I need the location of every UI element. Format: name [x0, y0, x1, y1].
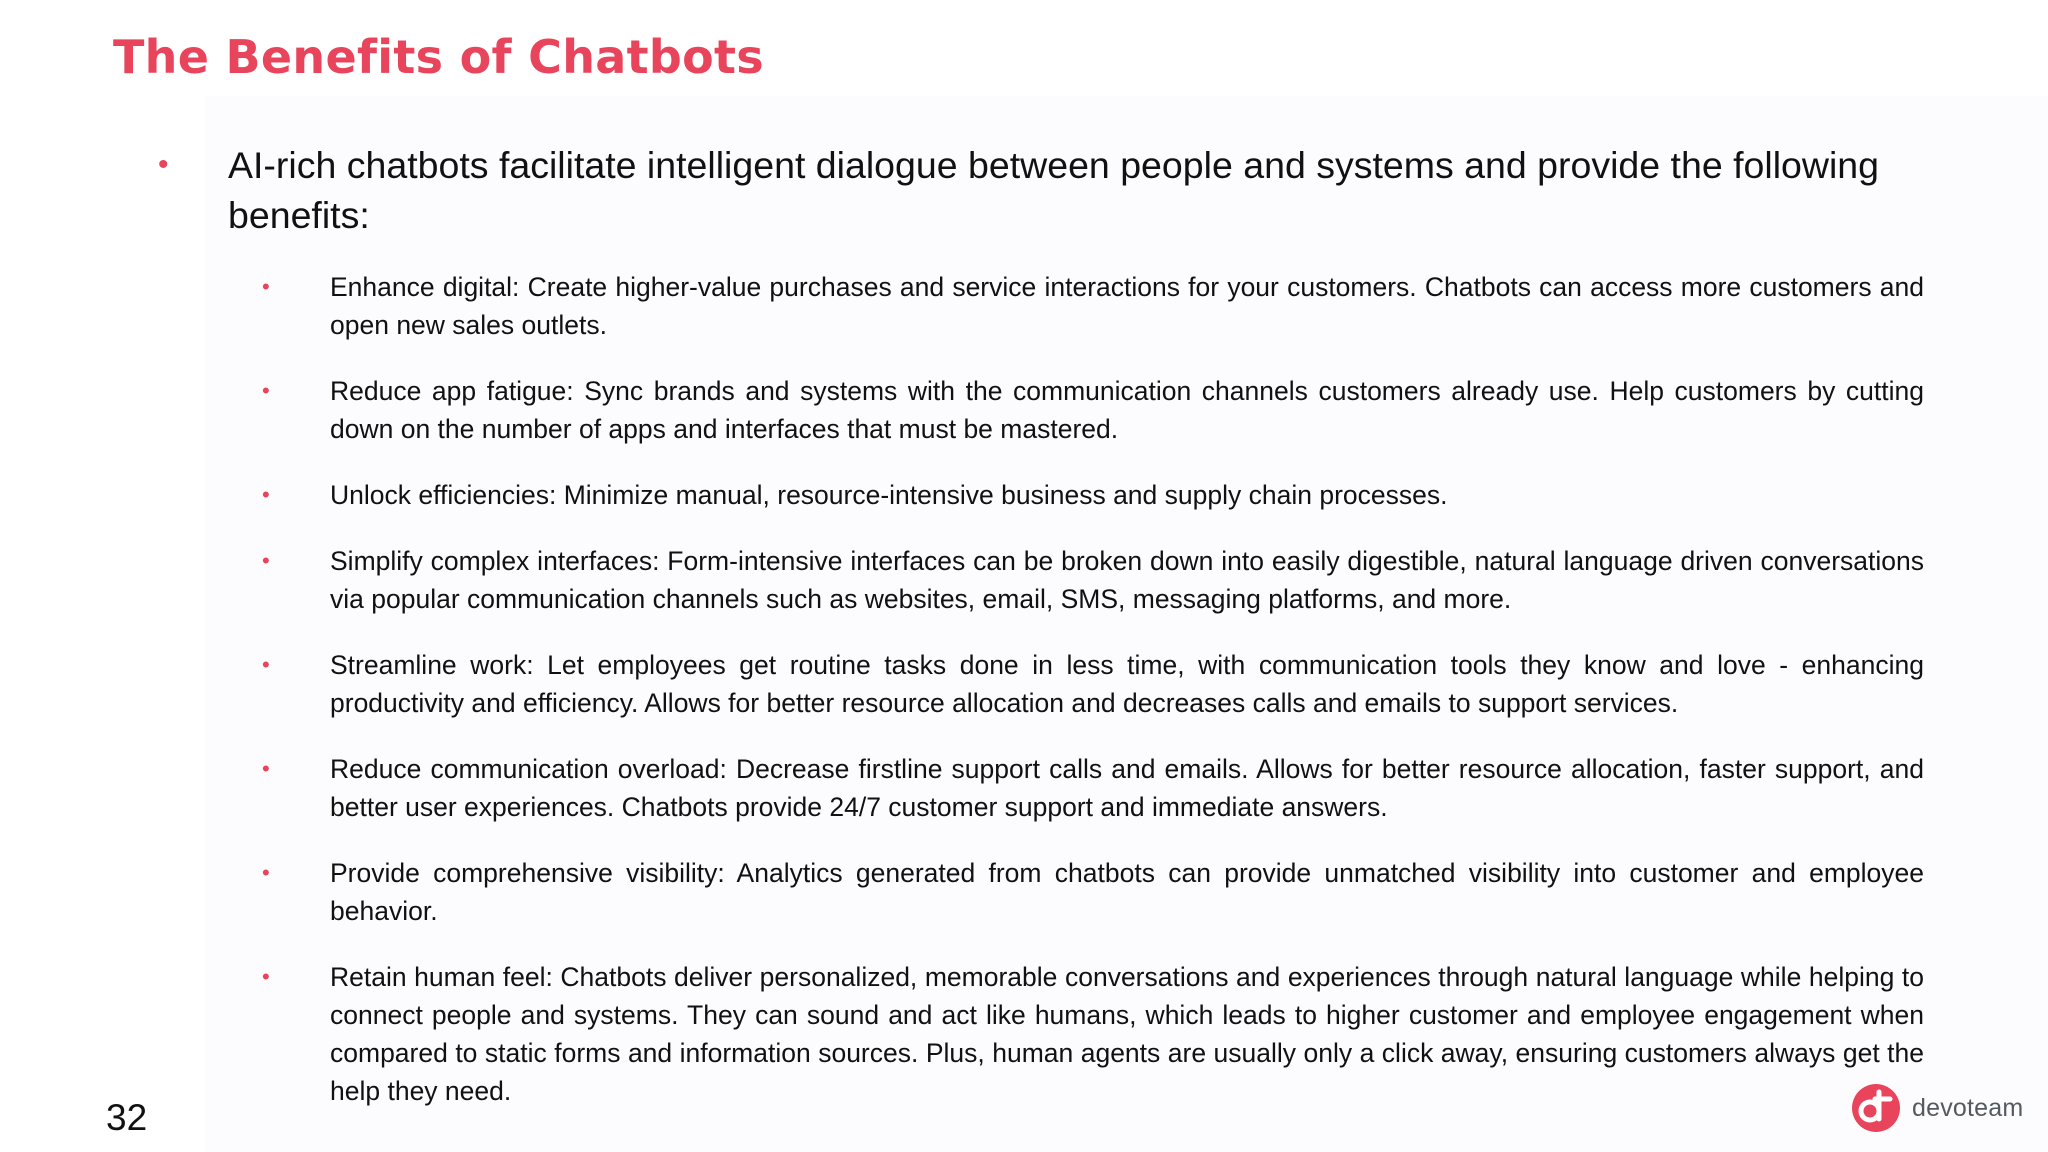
logo-text: devoteam: [1912, 1093, 2024, 1122]
benefit-text: Unlock efficiencies: Minimize manual, resource-intensive business and supply chain processes.: [330, 480, 1448, 510]
benefit-item: [262, 646, 1924, 722]
bullet-icon: •: [262, 274, 270, 299]
benefits-list: [262, 268, 1924, 1138]
bullet-icon: •: [262, 482, 270, 507]
bullet-icon: •: [262, 652, 270, 677]
benefit-text: Enhance digital: Create higher-value purchases and service interactions for your customers. Chatbots can access more customers and open new sales outlets.: [330, 272, 1924, 340]
benefit-item: [262, 268, 1924, 344]
benefit-text: Retain human feel: Chatbots deliver personalized, memorable conversations and experiences through natural language while helping to connect people and systems. They can sound and act like humans, which leads to higher customer and employee engagement when compared to static forms and information sources. Plus, human agents are usually only a click away, ensuring customers always get the help they need.: [330, 962, 1924, 1106]
devoteam-logo: [1850, 1082, 2023, 1134]
bullet-icon: •: [262, 860, 270, 885]
benefit-item: [262, 542, 1924, 618]
benefit-item: [262, 372, 1924, 448]
benefit-item: [262, 476, 1924, 514]
benefit-text: Streamline work: Let employees get routine tasks done in less time, with communication tools they know and love - enhancing productivity and efficiency. Allows for better resource allocation and decreases calls and emails to support services.: [330, 650, 1924, 718]
benefit-text: Simplify complex interfaces: Form-intensive interfaces can be broken down into easily digestible, natural language driven conversations via popular communication channels such as websites, email, SMS, messaging platforms, and more.: [330, 546, 1924, 614]
bullet-icon: •: [158, 148, 169, 181]
benefit-item: [262, 854, 1924, 930]
slide-title: The Benefits of Chatbots: [113, 30, 764, 84]
devoteam-logo-icon: [1850, 1082, 1902, 1134]
bullet-icon: •: [262, 756, 270, 781]
benefit-item: [262, 958, 1924, 1110]
benefit-text: Reduce app fatigue: Sync brands and systems with the communication channels customers already use. Help customers by cutting down on the number of apps and interfaces that must be mastered.: [330, 376, 1924, 444]
benefit-text: Reduce communication overload: Decrease firstline support calls and emails. Allows for better resource allocation, faster support, and better user experiences. Chatbots provide 24/7 customer support and immediate answers.: [330, 754, 1924, 822]
intro-text: AI-rich chatbots facilitate intelligent dialogue between people and systems and provide the following benefits:: [228, 144, 1880, 236]
benefit-text: Provide comprehensive visibility: Analytics generated from chatbots can provide unmatched visibility into customer and employee behavior.: [330, 858, 1924, 926]
benefit-item: [262, 750, 1924, 826]
page-number: 32: [106, 1097, 148, 1138]
bullet-icon: •: [262, 964, 270, 989]
bullet-icon: •: [262, 378, 270, 403]
bullet-icon: •: [262, 548, 270, 573]
